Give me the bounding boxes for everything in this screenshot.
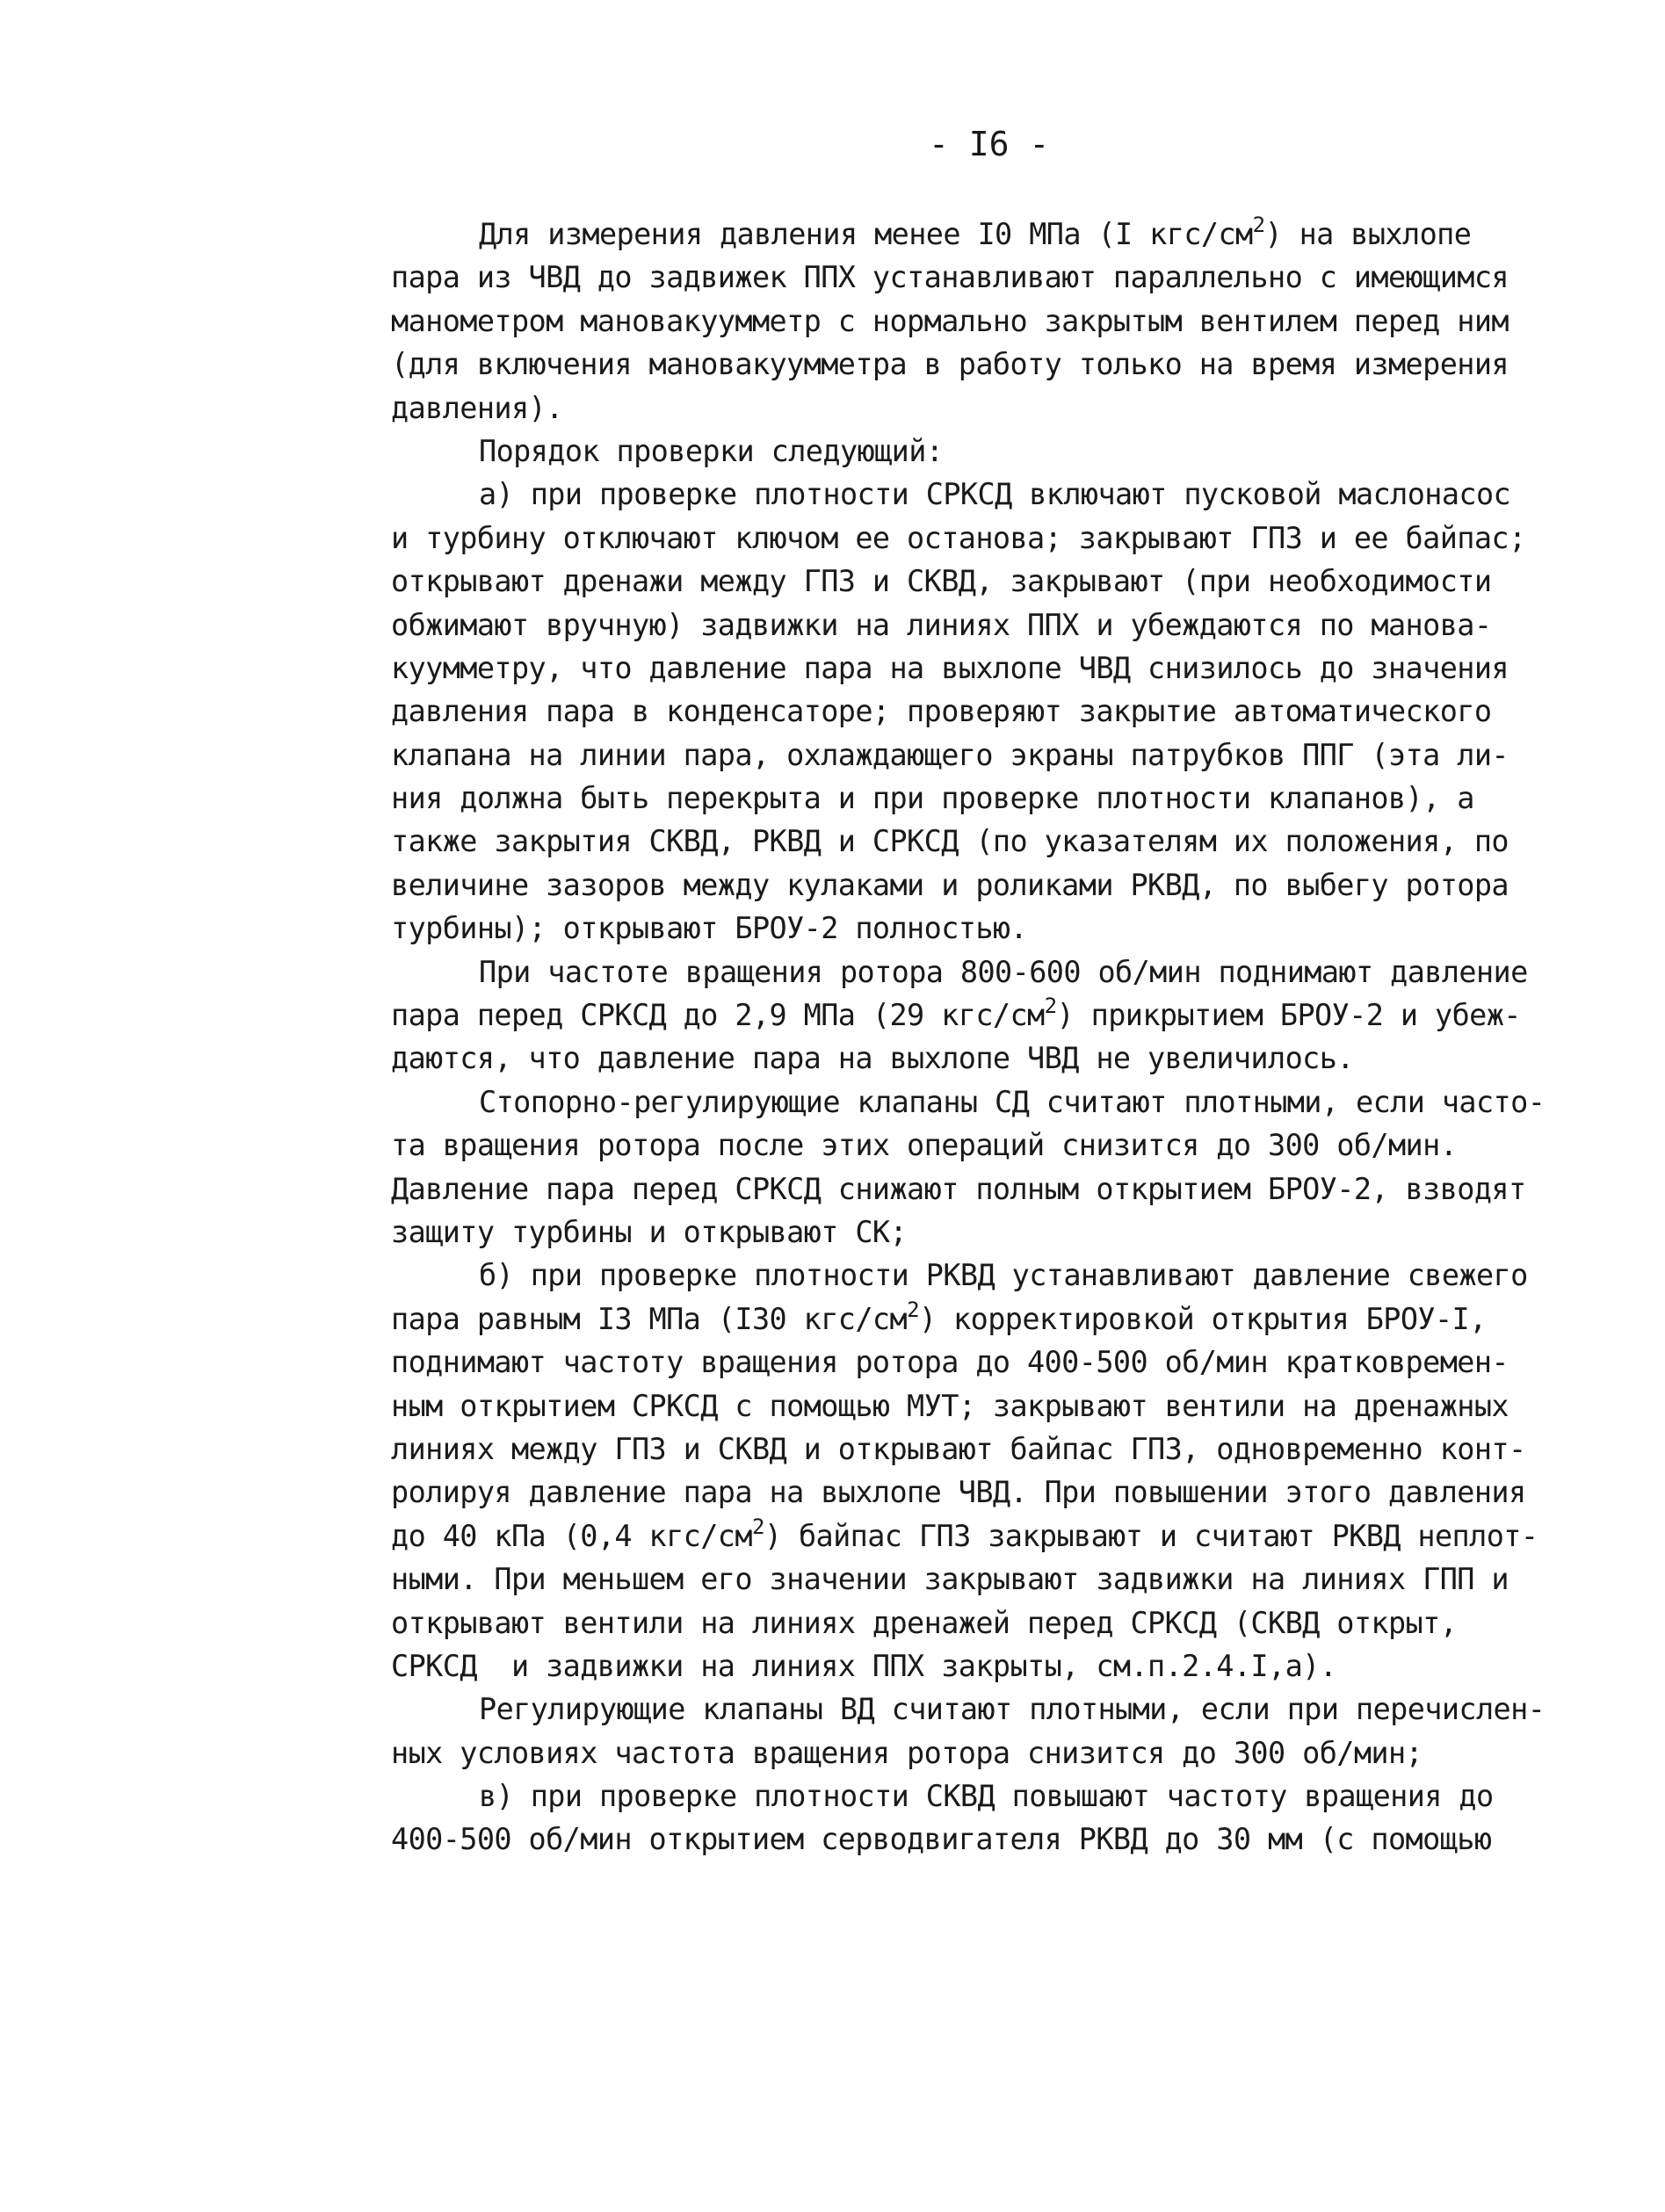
text-line-content: в) при проверке плотности СКВД повышают частоту вращения до: [479, 1779, 1494, 1814]
text-line: [391, 1254, 1595, 1297]
text-line-continuation: ) прикрытием БРОУ-2 и убеж-: [1056, 998, 1521, 1033]
text-line: [391, 1645, 1595, 1688]
text-line: [391, 994, 1595, 1037]
text-line: [391, 1514, 1595, 1558]
text-line-content: открывают вентили на линиях дренажей перед СРКСД (СКВД открыт,: [391, 1605, 1458, 1640]
text-line-content: давления).: [391, 390, 563, 425]
text-line: [391, 343, 1595, 386]
text-line-content: поднимают частоту вращения ротора до 400-500 об/мин кратковремен-: [391, 1345, 1509, 1380]
text-line: [391, 1428, 1595, 1471]
text-line: [391, 300, 1595, 343]
text-line: [391, 1384, 1595, 1428]
text-line: [391, 1298, 1595, 1341]
text-line: [391, 1818, 1595, 1861]
superscript: 2: [1044, 994, 1057, 1019]
text-line-content: даются, что давление пара на выхлопе ЧВД не увеличилось.: [391, 1041, 1354, 1076]
document-body: [391, 213, 1595, 1861]
text-line-content: давления пара в конденсаторе; проверяют закрытие автоматического: [391, 694, 1492, 729]
text-line: [391, 864, 1595, 907]
text-line: [391, 517, 1595, 560]
text-line-content: куумметру, что давление пара на выхлопе ЧВД снизилось до значения: [391, 650, 1509, 685]
text-line: [391, 1124, 1595, 1167]
text-line-continuation: ) байпас ГПЗ закрывают и считают РКВД неплот-: [764, 1518, 1538, 1553]
text-line: [391, 1775, 1595, 1818]
text-line-content: защиту турбины и открывают СК;: [391, 1214, 908, 1249]
text-line: [391, 1731, 1595, 1775]
text-line: [391, 213, 1595, 256]
text-line: [391, 560, 1595, 603]
text-line: [391, 256, 1595, 299]
text-line: [391, 604, 1595, 647]
text-line-content: Стопорно-регулирующие клапаны СД считают плотными, если часто-: [479, 1084, 1546, 1119]
text-line-content: до 40 кПа (0,4 кгс/см: [391, 1518, 752, 1553]
text-line-content: СРКСД и задвижки на линиях ППХ закрыты, см.п.2.4.I,а).: [391, 1648, 1337, 1683]
text-line-content: (для включения мановакуумметра в работу только на время измерения: [391, 347, 1509, 382]
text-line-content: линиях между ГПЗ и СКВД и открывают байпас ГПЗ, одновременно конт-: [391, 1431, 1526, 1466]
text-line-content: При частоте вращения ротора 800-600 об/мин поднимают давление: [479, 954, 1528, 989]
text-line: [391, 1211, 1595, 1254]
text-line-content: клапана на линии пара, охлаждающего экраны патрубков ППГ (эта ли-: [391, 737, 1509, 772]
text-line: [391, 1558, 1595, 1601]
text-line-content: пара равным I3 МПа (I30 кгс/см: [391, 1301, 908, 1336]
text-line-continuation: ) на выхлопе: [1264, 217, 1472, 251]
text-line: [391, 734, 1595, 777]
text-line-content: Порядок проверки следующий:: [479, 433, 944, 468]
text-line-content: б) при проверке плотности РКВД устанавливают давление свежего: [479, 1258, 1528, 1293]
text-line: [391, 1167, 1595, 1211]
text-line-content: ния должна быть перекрыта и при проверке плотности клапанов), а: [391, 781, 1474, 816]
text-line-content: 400-500 об/мин открытием серводвигателя РКВД до 30 мм (с помощью: [391, 1822, 1492, 1857]
text-line-content: открывают дренажи между ГПЗ и СКВД, закрывают (при необходимости: [391, 564, 1492, 599]
superscript: 2: [907, 1297, 919, 1322]
text-line-content: пара из ЧВД до задвижек ППХ устанавливают параллельно с имеющимся: [391, 260, 1509, 295]
text-line: [391, 907, 1595, 950]
text-line: [391, 1601, 1595, 1645]
text-line-content: величине зазоров между кулаками и роликами РКВД, по выбегу ротора: [391, 867, 1509, 902]
text-line: [391, 820, 1595, 863]
text-line-content: манометром мановакуумметр с нормально закрытым вентилем перед ним: [391, 303, 1509, 338]
text-line: [391, 1037, 1595, 1080]
text-line-content: ролируя давление пара на выхлопе ЧВД. При повышении этого давления: [391, 1475, 1526, 1510]
text-line-continuation: ) корректировкой открытия БРОУ-I,: [918, 1301, 1487, 1336]
text-line: [391, 1688, 1595, 1731]
text-line-content: ным открытием СРКСД с помощью МУТ; закрывают вентили на дренажных: [391, 1388, 1509, 1423]
page-number: - I6 -: [929, 125, 1050, 163]
text-line: [391, 1471, 1595, 1514]
text-line-content: та вращения ротора после этих операций снизится до 300 об/мин.: [391, 1128, 1458, 1163]
text-line: [391, 387, 1595, 430]
superscript: 2: [751, 1514, 764, 1539]
text-line-content: и турбину отключают ключом ее останова; закрывают ГПЗ и ее байпас;: [391, 520, 1526, 555]
text-line-content: пара перед СРКСД до 2,9 МПа (29 кгс/см: [391, 998, 1045, 1033]
superscript: 2: [1252, 213, 1265, 237]
text-line-content: также закрытия СКВД, РКВД и СРКСД (по указателям их положения, по: [391, 824, 1509, 859]
text-line: [391, 690, 1595, 733]
text-line-content: обжимают вручную) задвижки на линиях ППХ и убеждаются по манова-: [391, 607, 1492, 642]
text-line: [391, 473, 1595, 516]
text-line-content: ных условиях частота вращения ротора снизится до 300 об/мин;: [391, 1735, 1423, 1770]
text-line: [391, 647, 1595, 690]
text-line-content: а) при проверке плотности СРКСД включают пусковой маслонасос: [479, 477, 1511, 512]
text-line-content: Давление пара перед СРКСД снижают полным открытием БРОУ-2, взводят: [391, 1171, 1526, 1206]
text-line: [391, 1081, 1595, 1124]
text-line: [391, 1341, 1595, 1384]
text-line-content: турбины); открывают БРОУ-2 полностью.: [391, 911, 1028, 946]
text-line-content: ными. При меньшем его значении закрывают задвижки на линиях ГПП и: [391, 1562, 1509, 1597]
text-line-content: Для измерения давления менее I0 МПа (I кгс/см: [479, 217, 1253, 251]
text-line: [391, 777, 1595, 820]
text-line: [391, 430, 1595, 473]
text-line-content: Регулирующие клапаны ВД считают плотными, если при перечислен-: [479, 1692, 1546, 1727]
text-line: [391, 951, 1595, 994]
